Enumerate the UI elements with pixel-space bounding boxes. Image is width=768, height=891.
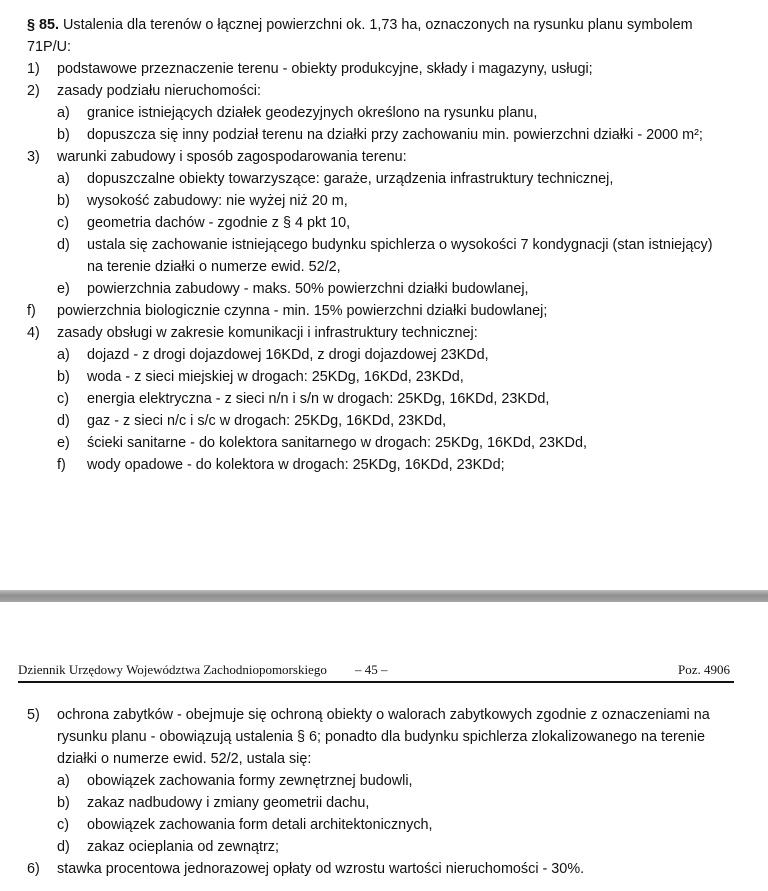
- subitem-marker: a): [57, 171, 70, 187]
- subitem-text: ustala się zachowanie istniejącego budynku spichlerza o wysokości 7 kondygnacji (stan istniejący): [87, 237, 713, 253]
- position-number: Poz. 4906: [678, 662, 730, 677]
- paragraph-heading-text: Ustalenia dla terenów o łącznej powierzchni ok. 1,73 ha, oznaczonych na rysunku planu symbolem: [63, 17, 693, 33]
- subitem-text: wysokość zabudowy: nie wyżej niż 20 m,: [87, 193, 348, 209]
- item-text-cont: rysunku planu - obowiązują ustalenia § 6; ponadto dla budynku spichlerza zlokalizowanego na terenie: [57, 729, 706, 745]
- subitem-text: powierzchnia zabudowy - maks. 50% powierzchni działki budowlanej,: [87, 281, 529, 297]
- item-marker: f): [27, 303, 36, 319]
- subitem-text: ścieki sanitarne - do kolektora sanitarnego w drogach: 25KDg, 16KDd, 23KDd,: [87, 435, 587, 451]
- subitem-text: zakaz nadbudowy i zmiany geometrii dachu,: [87, 795, 370, 811]
- subitem-text: dojazd - z drogi dojazdowej 16KDd, z drogi dojazdowej 23KDd,: [87, 347, 489, 363]
- subitem-marker: e): [57, 281, 70, 297]
- subitem-text: obowiązek zachowania form detali architektonicznych,: [87, 817, 433, 833]
- subitem-marker: d): [57, 413, 70, 429]
- subitem-marker: a): [57, 105, 70, 121]
- item-text: podstawowe przeznaczenie terenu - obiekty produkcyjne, składy i magazyny, usługi;: [57, 61, 593, 77]
- subitem-marker: f): [57, 457, 66, 473]
- subitem-text-cont: na terenie działki o numerze ewid. 52/2,: [87, 259, 341, 275]
- item-text: powierzchnia biologicznie czynna - min. 15% powierzchni działki budowlanej;: [57, 303, 548, 319]
- journal-title: Dziennik Urzędowy Województwa Zachodniopomorskiego: [18, 662, 327, 677]
- page-number: – 45 –: [355, 662, 388, 677]
- subitem-marker: c): [57, 391, 69, 407]
- subitem-marker: e): [57, 435, 70, 451]
- item-text: warunki zabudowy i sposób zagospodarowania terenu:: [57, 149, 407, 165]
- subitem-text: obowiązek zachowania formy zewnętrznej budowli,: [87, 773, 413, 789]
- subitem-marker: b): [57, 795, 70, 811]
- subitem-text: granice istniejących działek geodezyjnych określono na rysunku planu,: [87, 105, 538, 121]
- subitem-marker: c): [57, 817, 69, 833]
- subitem-marker: d): [57, 839, 70, 855]
- subitem-marker: b): [57, 193, 70, 209]
- item-text: zasady podziału nieruchomości:: [57, 83, 261, 99]
- subitem-text: wody opadowe - do kolektora w drogach: 25KDg, 16KDd, 23KDd;: [87, 457, 505, 473]
- item-marker: 2): [27, 83, 40, 99]
- subitem-marker: a): [57, 347, 70, 363]
- subitem-text: geometria dachów - zgodnie z § 4 pkt 10,: [87, 215, 351, 231]
- subitem-text: zakaz ocieplania od zewnątrz;: [87, 839, 279, 855]
- item-marker: 4): [27, 325, 40, 341]
- paragraph-heading: [27, 15, 693, 35]
- subitem-marker: b): [57, 127, 70, 143]
- subitem-marker: a): [57, 773, 70, 789]
- page-separator: [0, 590, 768, 602]
- subitem-marker: d): [57, 237, 70, 253]
- header-rule: [18, 681, 734, 683]
- item-text: zasady obsługi w zakresie komunikacji i infrastruktury technicznej:: [57, 325, 478, 341]
- subitem-text: dopuszczalne obiekty towarzyszące: garaże, urządzenia infrastruktury technicznej,: [87, 171, 614, 187]
- subitem-text: gaz - z sieci n/c i s/c w drogach: 25KDg, 16KDd, 23KDd,: [87, 413, 447, 429]
- item-marker: 1): [27, 61, 40, 77]
- subitem-text: woda - z sieci miejskiej w drogach: 25KDg, 16KDd, 23KDd,: [87, 369, 464, 385]
- item-marker: 3): [27, 149, 40, 165]
- item-marker: 6): [27, 861, 40, 877]
- item-text: ochrona zabytków - obejmuje się ochroną obiekty o walorach zabytkowych zgodnie z oznaczeniami na: [57, 707, 710, 723]
- item-text: stawka procentowa jednorazowej opłaty od wzrostu wartości nieruchomości - 30%.: [57, 861, 585, 877]
- subitem-marker: b): [57, 369, 70, 385]
- paragraph-number: § 85.: [27, 17, 60, 33]
- item-marker: 5): [27, 707, 40, 723]
- subitem-marker: c): [57, 215, 69, 231]
- paragraph-heading-cont: 71P/U:: [27, 39, 71, 55]
- subitem-text: energia elektryczna - z sieci n/n i s/n w drogach: 25KDg, 16KDd, 23KDd,: [87, 391, 550, 407]
- subitem-text: dopuszcza się inny podział terenu na działki przy zachowaniu min. powierzchni działki - 2000 m²;: [87, 127, 703, 143]
- item-text-cont: działki o numerze ewid. 52/2, ustala się:: [57, 751, 312, 767]
